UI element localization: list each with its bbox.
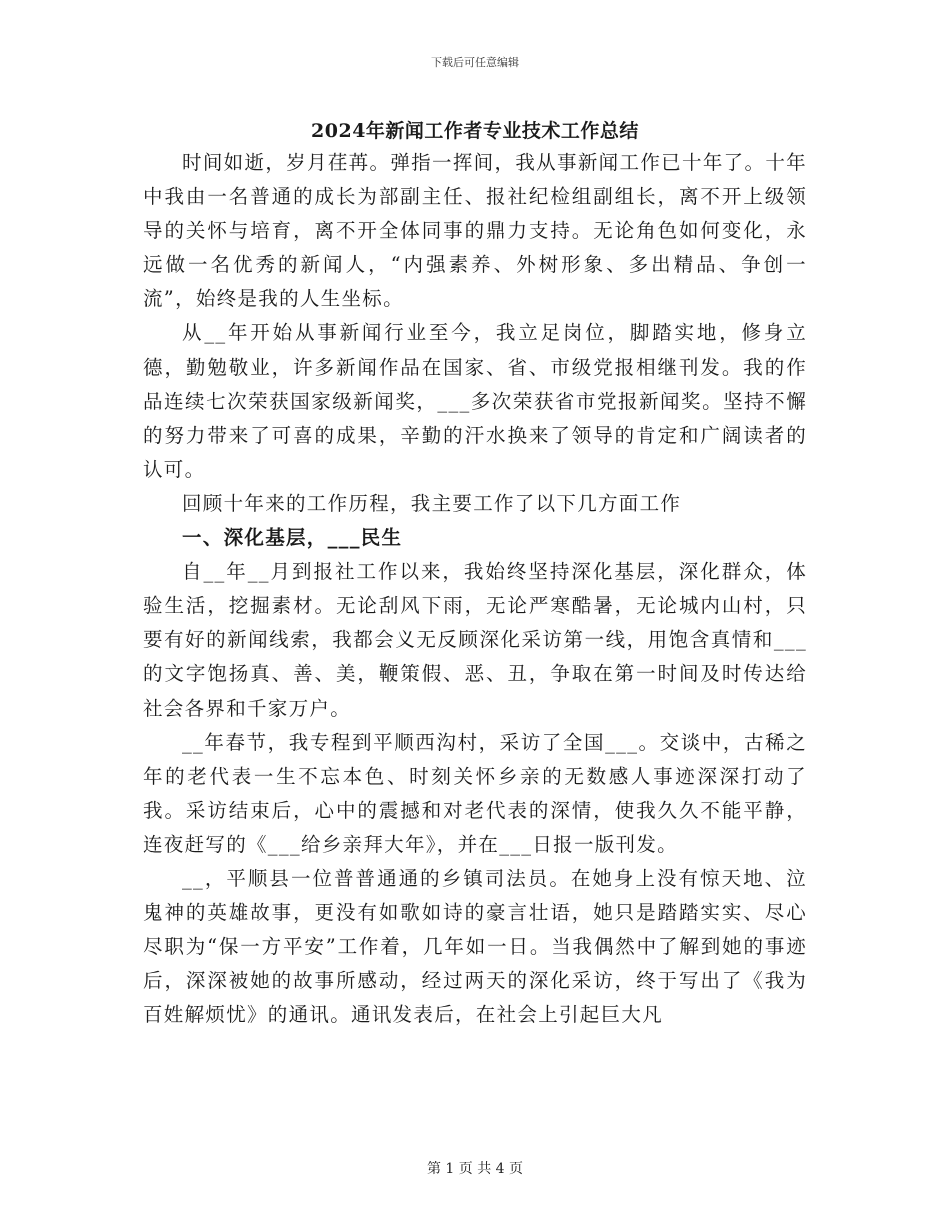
- document-title: 2024年新闻工作者专业技术工作总结: [311, 120, 639, 142]
- header-note: 下载后可任意编辑: [431, 56, 519, 69]
- page-indicator: 第 1 页 共 4 页: [426, 1161, 524, 1177]
- section1-paragraph-1: 自__年__月到报社工作以来，我始终坚持深化基层，深化群众，体验生活，挖掘素材。无论刮风下雨，无论严寒酷暑，无论城内山村，只要有好的新闻线索，我都会义无反顾深化采访第一线，用饱含真情和___的文字饱扬真、善、美，鞭策假、恶、丑，争取在第一时间及时传达给社会各界和千家万户。: [143, 560, 807, 720]
- document-body: [143, 146, 807, 1032]
- section-heading-1: 一、深化基层，___民生: [182, 526, 403, 550]
- intro-paragraph-2: 从__年开始从事新闻行业至今，我立足岗位，脚踏实地，修身立德，勤勉敬业，许多新闻作品在国家、省、市级党报相继刊发。我的作品连续七次荣获国家级新闻奖，___多次荣获省市党报新闻奖。坚持不懈的努力带来了可喜的成果，辛勤的汗水换来了领导的肯定和广阔读者的认可。: [143, 321, 807, 481]
- intro-paragraph-3: 回顾十年来的工作历程，我主要工作了以下几方面工作: [182, 491, 682, 515]
- section1-paragraph-3: __，平顺县一位普普通通的乡镇司法员。在她身上没有惊天地、泣鬼神的英雄故事，更没有如歌如诗的豪言壮语，她只是踏踏实实、尽心尽职为“保一方平安”工作着，几年如一日。当我偶然中了解到她的事迹后，深深被她的故事所感动，经过两天的深化采访，终于写出了《我为百姓解烦忧》的通讯。通讯发表后，在社会上引起巨大凡: [143, 866, 807, 1027]
- section1-paragraph-2: __年春节，我专程到平顺西沟村，采访了全国___。交谈中，古稀之年的老代表一生不忘本色、时刻关怀乡亲的无数感人事迹深深打动了我。采访结束后，心中的震撼和对老代表的深情，使我久久不能平静，连夜赶写的《___给乡亲拜大年》，并在___日报一版刊发。: [143, 730, 807, 856]
- intro-paragraph-1: 时间如逝，岁月荏苒。弹指一挥间，我从事新闻工作已十年了。十年中我由一名普通的成长为部副主任、报社纪检组副组长，离不开上级领导的关怀与培育，离不开全体同事的鼎力支持。无论角色如何变化，永远做一名优秀的新闻人，“内强素养、外树形象、多出精品、争创一流”，始终是我的人生坐标。: [143, 151, 807, 311]
